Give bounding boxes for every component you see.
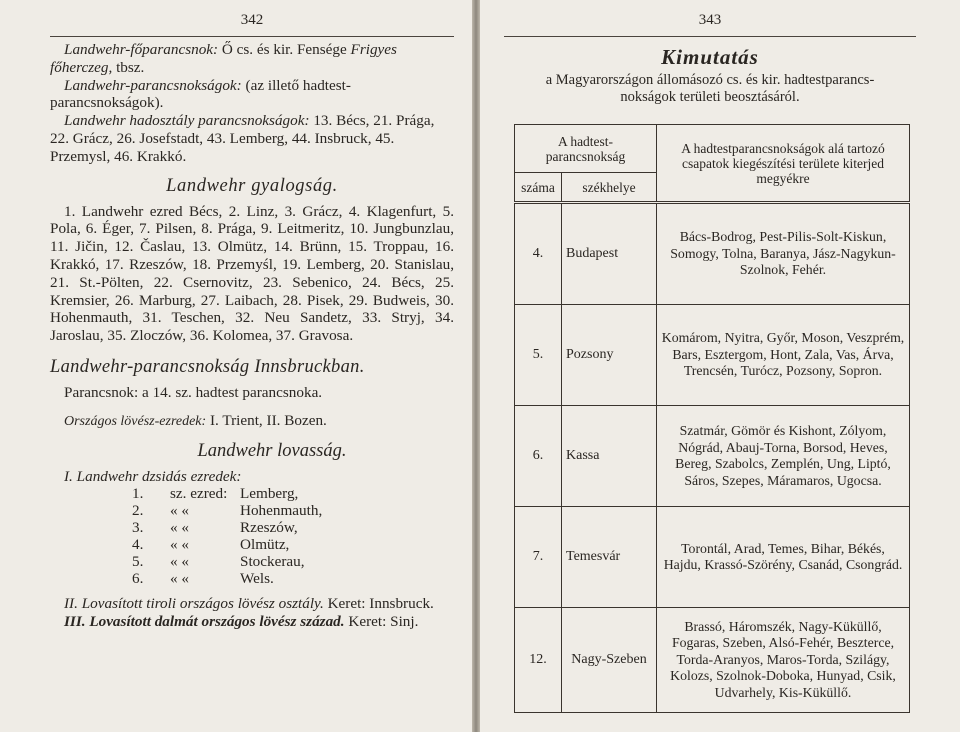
- label: Landwehr-főparancsnok:: [64, 41, 219, 58]
- regiment-city: Wels.: [240, 570, 274, 588]
- text: I. Trient, II. Bozen.: [206, 411, 327, 429]
- cell-num: 12.: [515, 608, 562, 713]
- division-commands: [50, 112, 454, 165]
- text: Keret: Sinj.: [344, 613, 419, 631]
- cell-num: 7.: [515, 507, 562, 608]
- cell-seat: Nagy-Szeben: [562, 608, 657, 713]
- innsbruck-commander: Parancsnok: a 14. sz. hadtest parancsnoka.: [64, 383, 323, 401]
- innsbruck-heading: Landwehr-parancsnokság Innsbruckban.: [50, 356, 365, 377]
- label: III. Lovasított dalmát országos lövész század.: [64, 613, 345, 631]
- regiment-number: 2.: [132, 502, 144, 520]
- regiment-list: [50, 485, 454, 587]
- label: Országos lövész-ezredek:: [64, 413, 207, 429]
- regiment-number: 1.: [132, 485, 144, 503]
- regiment-number: 4.: [132, 536, 144, 554]
- label: Landwehr hadosztály parancsnokságok:: [64, 112, 310, 130]
- text: 13. Bécs, 21. Prága, 22. Grácz, 26. Josefstadt, 43. Lemberg, 44. Insbruck, 45. Przemysl, 46. Krakkó.: [50, 112, 435, 165]
- corps-table: [514, 124, 910, 713]
- text: Keret: Innsbruck.: [323, 595, 434, 613]
- text: tbsz.: [112, 58, 145, 76]
- header-rule: [504, 36, 916, 37]
- column-header-group: A hadtest-parancsnokság: [515, 125, 657, 173]
- list-item: [50, 502, 454, 519]
- page-number-right: 343: [698, 12, 722, 28]
- regiment-number: 5.: [132, 553, 144, 571]
- label: Frigyes főherczeg,: [50, 41, 397, 76]
- lancers-heading: [50, 468, 454, 486]
- table-row: [515, 305, 910, 406]
- commands: [50, 77, 454, 113]
- cell-seat: Kassa: [562, 406, 657, 507]
- cell-num: 4.: [515, 203, 562, 305]
- label: Landwehr-parancsnokságok:: [64, 76, 242, 94]
- list-item: [50, 536, 454, 553]
- text: Ő cs. és kir. Fensége: [218, 41, 351, 58]
- cell-area: Bács-Bodrog, Pest-Pilis-Solt-Kiskun, Somogy, Tolna, Baranya, Jász-Nagykun-Szolnok, Fehér.: [657, 203, 910, 305]
- regiment-number: 6.: [132, 570, 144, 588]
- cell-seat: Budapest: [562, 203, 657, 305]
- list-item: [50, 570, 454, 587]
- dalmatian-rifles: [50, 613, 454, 631]
- text: (az illető hadtest-parancsnokságok).: [50, 76, 351, 112]
- cell-area: Komárom, Nyitra, Győr, Moson, Veszprém, Bars, Esztergom, Hont, Zala, Vas, Árva, Trencsén, Turócz, Pozsony, Sopron.: [657, 305, 910, 406]
- label: II. Lovasított tiroli országos lövész osztály.: [64, 595, 324, 613]
- header-rule: [50, 36, 454, 37]
- regiment-number: 3.: [132, 519, 144, 537]
- table-row: [515, 507, 910, 608]
- label: I. Landwehr dzsidás ezredek:: [64, 467, 242, 485]
- book-gutter: [472, 0, 480, 732]
- list-item: [50, 553, 454, 570]
- infantry-heading: Landwehr gyalogság.: [166, 175, 338, 196]
- table-row: [515, 203, 910, 305]
- table-subtitle: [504, 72, 916, 106]
- rifle-regiments: [50, 412, 454, 431]
- table-row: [515, 406, 910, 507]
- cell-area: Szatmár, Gömör és Kishont, Zólyom, Nógrád, Abauj-Torna, Borsod, Heves, Bereg, Szabolcs, Zemplén, Ung, Liptó, Sáros, Szepes, Máramaros, Ugocsa.: [657, 406, 910, 507]
- regiment-city: Stockerau,: [240, 553, 305, 571]
- list-item: [50, 519, 454, 536]
- column-header-seat: székhelye: [562, 173, 657, 203]
- regiment-mark: « «: [170, 519, 189, 537]
- table-row: [515, 608, 910, 713]
- page-number-left: 342: [240, 12, 264, 28]
- regiment-mark: « «: [170, 502, 189, 520]
- infantry-list: 1. Landwehr ezred Bécs, 2. Linz, 3. Grácz, 4. Klagenfurt, 5. Pola, 6. Éger, 7. Pilsen, 8. Prága, 9. Leitmeritz, 10. Jungbunzlau, 11. Jičin, 12. Časlau, 13. Olmütz, 14. Brünn, 15. Troppau, 16. Krakkó, 17. Rzeszów, 18. Przemyśl, 19. Lemberg, 20. Stanislau, 21. St.-Pölten, 22. Csernovitz, 23. Sebenico, 24. Bécs, 25. Kremsier, 26. Marburg, 27. Laibach, 28. Pisek, 29. Budweis, 30. Hohenmauth, 31. Teschen, 32. Neu Sandetz, 33. Stryj, 34. Jaroslau, 35. Zloczów, 36. Kolomea, 37. Gravosa.: [50, 202, 454, 345]
- list-item: [50, 485, 454, 502]
- subtitle-line: nokságok területi beosztásáról.: [620, 89, 800, 105]
- cell-area: Torontál, Arad, Temes, Bihar, Békés, Hajdu, Krassó-Szörény, Csanád, Csongrád.: [657, 507, 910, 608]
- column-header-num: száma: [515, 173, 562, 203]
- regiment-mark: sz. ezred:: [170, 485, 228, 503]
- subtitle-line: a Magyarországon állomásozó cs. és kir. hadtestparancs-: [545, 72, 875, 88]
- tyrol-rifles: [50, 595, 454, 613]
- regiment-mark: « «: [170, 570, 189, 588]
- cell-seat: Pozsony: [562, 305, 657, 406]
- table-title: Kimutatás: [661, 45, 759, 69]
- supreme-commander: [50, 41, 454, 77]
- regiment-city: Lemberg,: [240, 485, 299, 503]
- regiment-city: Hohenmauth,: [240, 502, 323, 520]
- regiment-city: Olmütz,: [240, 536, 290, 554]
- cell-seat: Temesvár: [562, 507, 657, 608]
- cell-num: 6.: [515, 406, 562, 507]
- cell-num: 5.: [515, 305, 562, 406]
- cell-area: Brassó, Háromszék, Nagy-Küküllő, Fogaras, Szeben, Alsó-Fehér, Beszterce, Torda-Aranyos, Maros-Torda, Szilágy, Kolozs, Szolnok-Doboka, Hunyad, Csik, Udvarhely, Kis-Küküllő.: [657, 608, 910, 713]
- left-page: [0, 0, 472, 732]
- column-header-area: A hadtestparancsnokságok alá tartozó csapatok kiegészítési területe kiterjed megyékre: [657, 125, 910, 203]
- right-page: [480, 0, 960, 732]
- regiment-mark: « «: [170, 536, 189, 554]
- cavalry-heading: Landwehr lovasság.: [197, 440, 347, 461]
- regiment-city: Rzeszów,: [240, 519, 298, 537]
- regiment-mark: « «: [170, 553, 189, 571]
